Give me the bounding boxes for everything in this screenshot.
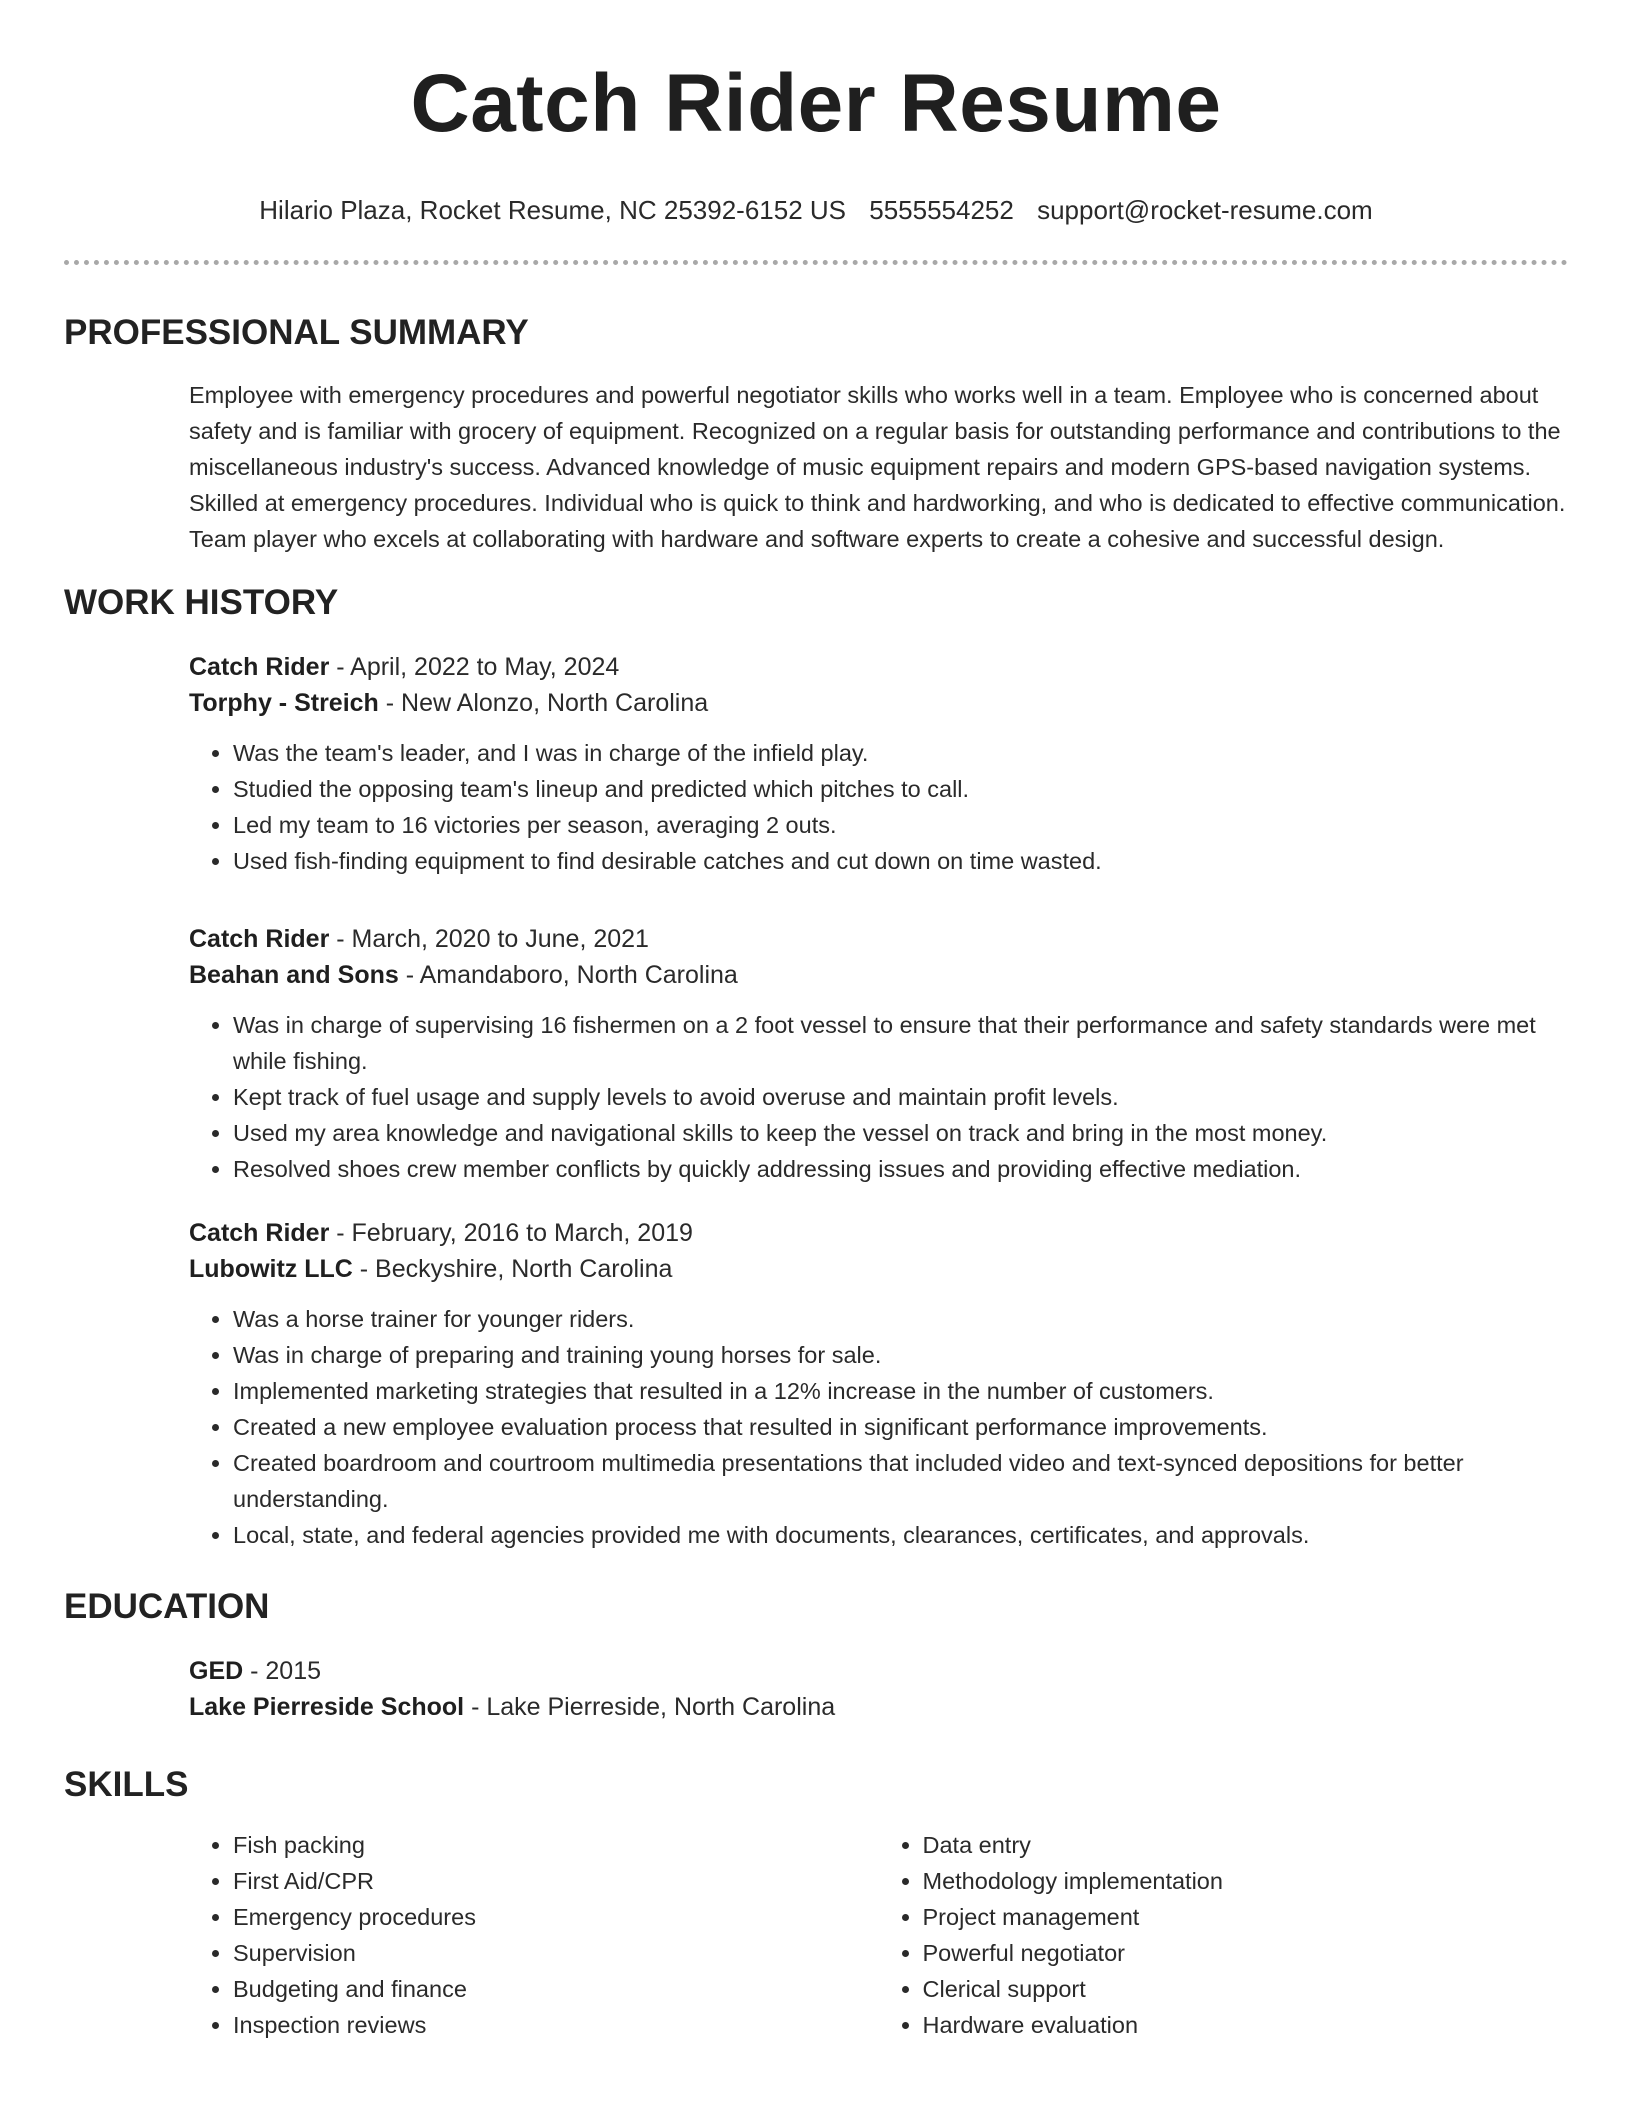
header-divider xyxy=(64,260,1568,265)
skill-item: • Inspection reviews xyxy=(233,2007,879,2043)
job-bullet: • Resolved shoes crew member conflicts by quickly addressing issues and providing effective mediation. xyxy=(233,1151,1568,1187)
job-bullet: • Led my team to 16 victories per season, averaging 2 outs. xyxy=(233,807,1568,843)
job-bullets xyxy=(189,1301,1568,1553)
job-company-line xyxy=(189,1251,1568,1287)
skills-section xyxy=(64,1763,1568,2043)
job-dates: - February, 2016 to March, 2019 xyxy=(329,1219,693,1247)
job-company-line xyxy=(189,957,1568,993)
job-bullets xyxy=(189,1007,1568,1187)
job-dates: - March, 2020 to June, 2021 xyxy=(329,925,649,953)
skill-item: • Methodology implementation xyxy=(923,1863,1569,1899)
skill-item: • Clerical support xyxy=(923,1971,1569,2007)
job-entry xyxy=(189,921,1568,1187)
skill-item: • First Aid/CPR xyxy=(233,1863,879,1899)
degree-year: - 2015 xyxy=(243,1657,322,1685)
work-history-section xyxy=(64,581,1568,1553)
job-bullet: • Used fish-finding equipment to find desirable catches and cut down on time wasted. xyxy=(233,843,1568,879)
job-bullet: • Studied the opposing team's lineup and predicted which pitches to call. xyxy=(233,771,1568,807)
summary-section xyxy=(64,311,1568,557)
job-bullet: • Was a horse trainer for younger riders. xyxy=(233,1301,1568,1337)
job-bullet: • Was in charge of preparing and training young horses for sale. xyxy=(233,1337,1568,1373)
skills-column-left xyxy=(189,1827,879,2043)
job-title-line xyxy=(189,921,1568,957)
job-bullet: • Local, state, and federal agencies provided me with documents, clearances, certificates, and approvals. xyxy=(233,1517,1568,1553)
job-location: - Beckyshire, North Carolina xyxy=(352,1255,673,1283)
skill-item: • Budgeting and finance xyxy=(233,1971,879,2007)
education-section xyxy=(64,1585,1568,1725)
skill-item: • Project management xyxy=(923,1899,1569,1935)
summary-heading: PROFESSIONAL SUMMARY xyxy=(64,313,529,352)
address-text: Hilario Plaza, Rocket Resume, NC 25392-6152 US xyxy=(259,195,846,225)
job-role: Catch Rider xyxy=(189,653,330,681)
education-heading: EDUCATION xyxy=(64,1587,270,1626)
job-bullet: • Used my area knowledge and navigational skills to keep the vessel on track and bring in the most money. xyxy=(233,1115,1568,1151)
skill-item: • Supervision xyxy=(233,1935,879,1971)
job-company-line xyxy=(189,685,1568,721)
contact-line xyxy=(64,194,1568,226)
skills-heading: SKILLS xyxy=(64,1765,189,1804)
school-name: Lake Pierreside School xyxy=(189,1693,465,1721)
job-entry xyxy=(189,1215,1568,1553)
job-bullet: • Was in charge of supervising 16 fishermen on a 2 foot vessel to ensure that their performance and safety standards were met while fishing. xyxy=(233,1007,1568,1079)
job-title-line xyxy=(189,649,1568,685)
skills-column-right xyxy=(879,1827,1569,2043)
skills-list xyxy=(189,1827,1568,2043)
job-title-line xyxy=(189,1215,1568,1251)
summary-text: Employee with emergency procedures and powerful negotiator skills who works well in a team. Employee who is concerned about safety and is familiar with grocery of equipment. Recognized on a regular basis for outstanding performance and contributions to the miscellaneous industry's success. Advanced knowledge of music equipment repairs and modern GPS-based navigation systems. Skilled at emergency procedures. Individual who is quick to think and hardworking, and who is dedicated to effective communication. Team player who excels at collaborating with hardware and software experts to create a cohesive and successful design. xyxy=(189,382,1566,552)
school-line xyxy=(189,1689,1568,1725)
job-bullet: • Was the team's leader, and I was in charge of the infield play. xyxy=(233,735,1568,771)
page-title: Catch Rider Resume xyxy=(410,58,1222,149)
degree-name: GED xyxy=(189,1657,244,1685)
job-bullets xyxy=(189,735,1568,879)
job-bullet: • Kept track of fuel usage and supply levels to avoid overuse and maintain profit levels. xyxy=(233,1079,1568,1115)
job-role: Catch Rider xyxy=(189,1219,330,1247)
job-dates: - April, 2022 to May, 2024 xyxy=(329,653,620,681)
job-bullet: • Created boardroom and courtroom multimedia presentations that included video and text-synced depositions for better understanding. xyxy=(233,1445,1568,1517)
job-bullet: • Created a new employee evaluation process that resulted in significant performance improvements. xyxy=(233,1409,1568,1445)
skill-item: • Powerful negotiator xyxy=(923,1935,1569,1971)
job-role: Catch Rider xyxy=(189,925,330,953)
skill-item: • Hardware evaluation xyxy=(923,2007,1569,2043)
email-text: support@rocket-resume.com xyxy=(1037,195,1373,225)
skill-item: • Fish packing xyxy=(233,1827,879,1863)
phone-text: 5555554252 xyxy=(869,195,1014,225)
job-bullet: • Implemented marketing strategies that resulted in a 12% increase in the number of customers. xyxy=(233,1373,1568,1409)
school-location: - Lake Pierreside, North Carolina xyxy=(464,1693,836,1721)
work-history-heading: WORK HISTORY xyxy=(64,583,339,622)
job-entry xyxy=(189,649,1568,879)
job-company: Torphy - Streich xyxy=(189,689,379,717)
job-company: Beahan and Sons xyxy=(189,961,399,989)
job-location: - New Alonzo, North Carolina xyxy=(378,689,709,717)
skill-item: • Emergency procedures xyxy=(233,1899,879,1935)
job-company: Lubowitz LLC xyxy=(189,1255,353,1283)
job-location: - Amandaboro, North Carolina xyxy=(398,961,738,989)
skill-item: • Data entry xyxy=(923,1827,1569,1863)
degree-line xyxy=(189,1653,1568,1689)
